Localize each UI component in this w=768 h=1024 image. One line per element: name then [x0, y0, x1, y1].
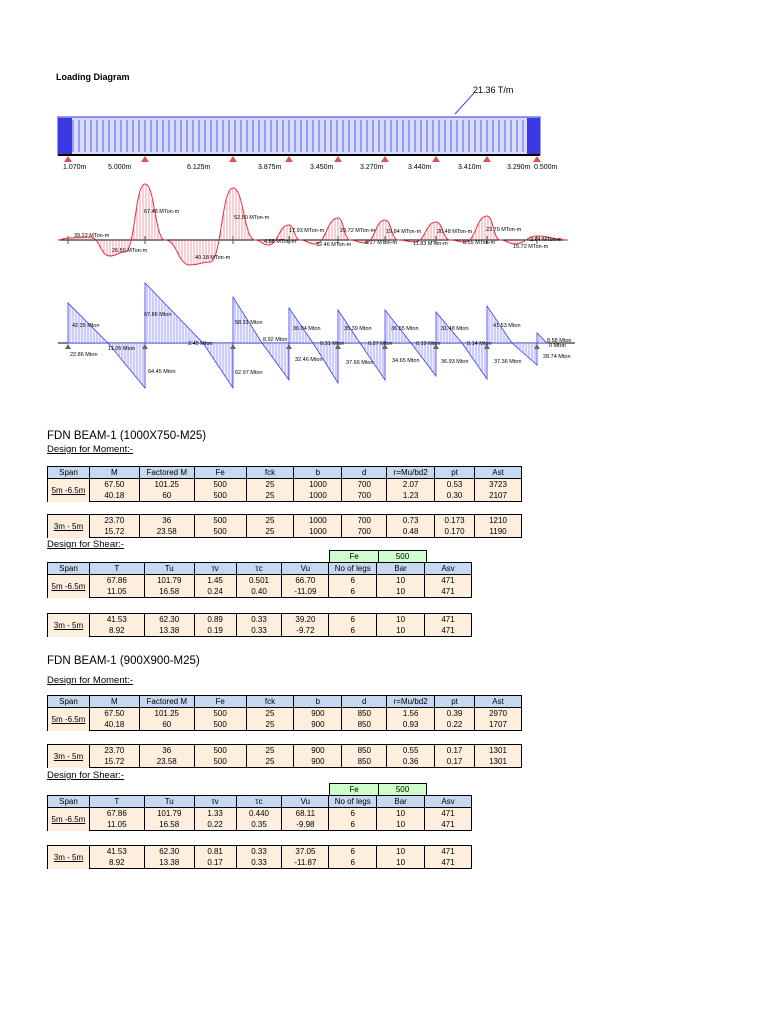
table-cell: 36	[139, 745, 194, 757]
table-cell: 0.73	[387, 515, 435, 527]
table-cell: 25	[246, 719, 294, 731]
col-header: τv	[194, 796, 236, 808]
table-cell: 0.35	[236, 819, 282, 831]
table-cell: 23.70	[89, 515, 139, 527]
table-cell: 500	[194, 490, 246, 502]
table-cell: 2107	[475, 490, 522, 502]
table-cell: 10	[377, 857, 425, 869]
col-header: Factored M	[139, 467, 194, 479]
col-header: No of legs	[329, 796, 377, 808]
table-cell: 13.38	[144, 857, 194, 869]
col-header: τv	[194, 563, 236, 575]
table-cell: 41.53	[89, 614, 144, 626]
fe-label: Fe	[330, 551, 379, 563]
sf-value-label: 22.86 Mton	[70, 352, 98, 358]
table-cell: 11.05	[89, 819, 144, 831]
table-cell: 700	[342, 515, 387, 527]
table-cell: 16.58	[144, 586, 194, 598]
table-cell: 6	[329, 586, 377, 598]
table-cell: 900	[294, 745, 342, 757]
table-cell: 101.79	[144, 808, 194, 820]
table-cell: 23.58	[139, 756, 194, 768]
col-header: pt	[435, 696, 475, 708]
sf-support	[65, 344, 71, 349]
table-cell: 37.05	[282, 846, 329, 858]
span-length-label: 3.875m	[258, 164, 282, 171]
table-cell: 471	[425, 575, 472, 587]
bm-value-label: 2.64 MTon-m	[530, 237, 563, 243]
table-row	[48, 586, 472, 598]
table-row	[48, 575, 472, 587]
table-cell: 500	[194, 479, 246, 491]
load-leader-line	[455, 93, 474, 114]
sf-region	[313, 343, 338, 383]
table-cell: 6	[329, 857, 377, 869]
span-cell: 5m -6.5m	[48, 575, 90, 598]
span-length-label: 3.290m	[507, 164, 531, 171]
table-cell: 0.39	[435, 708, 475, 720]
sf-value-label: 34.65 Mton	[392, 358, 420, 364]
bm-value-label: 8.55 MTon-m	[463, 240, 496, 246]
table-cell: 0.33	[236, 857, 282, 869]
table-cell: 1000	[294, 526, 342, 538]
table-cell: 15.72	[89, 756, 139, 768]
col-header: Span	[48, 796, 90, 808]
table-cell: 1000	[294, 490, 342, 502]
table-cell: 1301	[475, 756, 522, 768]
sf-value-label: 36.55 Mton	[391, 326, 419, 332]
table-cell: -11.09	[282, 586, 329, 598]
table-cell: 0.53	[435, 479, 475, 491]
support-triangle	[483, 156, 491, 162]
sf-region	[203, 343, 233, 388]
table-cell: 10	[377, 846, 425, 858]
table-cell: 10	[377, 614, 425, 626]
table-cell: 25	[246, 515, 294, 527]
table-cell: 0.93	[387, 719, 435, 731]
support-triangle	[432, 156, 440, 162]
table-row	[48, 614, 472, 626]
table-cell: 10	[377, 819, 425, 831]
col-header: No of legs	[329, 563, 377, 575]
table-cell: 700	[342, 490, 387, 502]
bm-value-label: 52.50 MTon-m	[234, 215, 270, 221]
load-block	[58, 117, 540, 155]
table-cell: 0.55	[387, 745, 435, 757]
support-triangle	[381, 156, 389, 162]
span-cell: 3m - 5m	[48, 846, 90, 869]
table-cell: 6	[329, 614, 377, 626]
span-cell: 3m - 5m	[48, 515, 90, 538]
col-header: τc	[236, 563, 282, 575]
table-cell: 500	[194, 719, 246, 731]
bm-value-label: 26.50 MTon-m	[112, 248, 148, 254]
table-cell: 10	[377, 625, 425, 637]
span-cell: 5m -6.5m	[48, 708, 90, 731]
col-header: d	[342, 696, 387, 708]
beam1-moment-heading: Design for Moment:-	[47, 444, 134, 455]
bm-value-label: 20.72 MTon-m	[340, 228, 376, 234]
span-length-label: 3.410m	[458, 164, 482, 171]
col-header: d	[342, 467, 387, 479]
table-header-row	[48, 696, 522, 708]
col-header: fck	[246, 696, 294, 708]
table-cell: 6	[329, 625, 377, 637]
col-header: fck	[246, 467, 294, 479]
col-header: T	[89, 796, 144, 808]
table-cell: 10	[377, 808, 425, 820]
table-row	[48, 846, 472, 858]
sf-value-label: 32.46 Mton	[295, 357, 323, 363]
table-cell: 0.89	[194, 614, 236, 626]
table-cell: 2.07	[387, 479, 435, 491]
col-header: Tu	[144, 796, 194, 808]
bm-value-label: 19.84 MTon-m	[386, 229, 422, 235]
table-cell: 1000	[294, 515, 342, 527]
bm-value-label: 11.83 MTon-m	[413, 241, 448, 247]
table-header-row	[48, 467, 522, 479]
span-length-label: 6.125m	[187, 164, 211, 171]
table-cell: 36	[139, 515, 194, 527]
table-cell: 25	[246, 708, 294, 720]
sf-value-label: 36.04 Mton	[293, 326, 321, 332]
col-header: Tu	[144, 563, 194, 575]
sf-value-label: 41.53 Mton	[493, 323, 521, 329]
table-cell: 850	[342, 756, 387, 768]
table-cell: 0.40	[236, 586, 282, 598]
table-cell: 25	[246, 526, 294, 538]
table-cell: 6	[329, 575, 377, 587]
table-cell: 41.53	[89, 846, 144, 858]
table-cell: 67.86	[89, 808, 144, 820]
table-cell: 1190	[475, 526, 522, 538]
col-header: τc	[236, 796, 282, 808]
table-row	[48, 808, 472, 820]
col-header: Bar	[377, 796, 425, 808]
col-header: Span	[48, 563, 90, 575]
table-cell: 11.05	[89, 586, 144, 598]
col-header: b	[294, 467, 342, 479]
table-row	[48, 756, 522, 768]
table-cell: 40.18	[89, 490, 139, 502]
col-header: Vu	[282, 563, 329, 575]
table-cell: 850	[342, 745, 387, 757]
table-row	[48, 819, 472, 831]
col-header: pt	[435, 467, 475, 479]
col-header: Asv	[425, 563, 472, 575]
table-cell: 6	[329, 846, 377, 858]
beam2-moment-table-2	[47, 744, 522, 768]
table-cell: 16.58	[144, 819, 194, 831]
span-cell: 5m -6.5m	[48, 479, 90, 502]
table-cell: 1301	[475, 745, 522, 757]
load-arrow-cluster	[58, 118, 72, 154]
table-cell: 25	[246, 745, 294, 757]
bm-value-label: 40.18 MTon-m	[195, 255, 231, 261]
sf-value-label: 58.31 Mton	[235, 320, 263, 326]
sf-value-label: 0.31 Mton	[320, 341, 345, 347]
table-cell: 0.36	[387, 756, 435, 768]
sf-value-label: 36.93 Mton	[441, 359, 469, 365]
col-header: Ast	[475, 467, 522, 479]
table-cell: 23.58	[139, 526, 194, 538]
table-cell: 2970	[475, 708, 522, 720]
diagram-title: Loading Diagram	[56, 72, 130, 82]
sf-value-label: 37.66 Mton	[346, 360, 374, 366]
table-cell: 67.86	[89, 575, 144, 587]
sf-value-label: 42.35 Mton	[72, 323, 100, 329]
table-cell: 471	[425, 586, 472, 598]
table-cell: 23.70	[89, 745, 139, 757]
bm-value-label: 39.22 MTon-m	[74, 233, 110, 239]
span-length-label: 5.000m	[108, 164, 132, 171]
support-triangle	[285, 156, 293, 162]
bm-value-label: 32.46 MTon-m	[316, 242, 352, 248]
table-cell: 60	[139, 490, 194, 502]
table-cell: -9.72	[282, 625, 329, 637]
bm-value-label: 4.88 MTon-m	[264, 239, 297, 245]
table-cell: 500	[194, 526, 246, 538]
table-cell: 40.18	[89, 719, 139, 731]
beam2-shear-heading: Design for Shear:-	[47, 770, 125, 781]
table-row	[48, 515, 522, 527]
table-header-row	[48, 563, 472, 575]
table-cell: 62.30	[144, 614, 194, 626]
table-cell: 471	[425, 857, 472, 869]
sf-value-label: 0.27 Mton	[368, 341, 393, 347]
col-header: Span	[48, 467, 90, 479]
sf-value-label: 11.05 Mton	[108, 346, 136, 352]
beam1-title: FDN BEAM-1 (1000X750-M25)	[47, 430, 207, 442]
table-cell: 0.33	[236, 625, 282, 637]
beam1-shear-table-2	[47, 613, 472, 637]
beam2-moment-heading: Design for Moment:-	[47, 675, 134, 686]
col-header: b	[294, 696, 342, 708]
col-header: Ast	[475, 696, 522, 708]
table-cell: 15.72	[89, 526, 139, 538]
support-triangle	[334, 156, 342, 162]
table-cell: 25	[246, 490, 294, 502]
table-cell: 66.70	[282, 575, 329, 587]
table-cell: 1.33	[194, 808, 236, 820]
table-cell: 0.17	[435, 756, 475, 768]
beam2-moment-table	[47, 695, 522, 731]
table-row	[48, 857, 472, 869]
table-cell: 0.17	[194, 857, 236, 869]
table-cell: 0.48	[387, 526, 435, 538]
table-row	[48, 719, 522, 731]
bm-value-label: 8.27 MTon-m	[365, 240, 398, 246]
table-cell: 1.23	[387, 490, 435, 502]
table-cell: 0.22	[435, 719, 475, 731]
table-cell: 25	[246, 756, 294, 768]
table-cell: 471	[425, 614, 472, 626]
fe-value: 500	[379, 784, 427, 796]
table-cell: 700	[342, 479, 387, 491]
table-cell: 8.92	[89, 857, 144, 869]
table-cell: 0.33	[236, 846, 282, 858]
table-cell: 6	[329, 808, 377, 820]
table-cell: 10	[377, 575, 425, 587]
col-header: Span	[48, 696, 90, 708]
bm-value-label: 23.70 MTon-m	[486, 227, 522, 233]
beam1-shear-table	[47, 562, 472, 598]
table-row	[48, 479, 522, 491]
table-cell: 0.81	[194, 846, 236, 858]
table-cell: 850	[342, 708, 387, 720]
table-cell: 1210	[475, 515, 522, 527]
span-length-label: 1.070m	[63, 164, 87, 171]
table-cell: 1.45	[194, 575, 236, 587]
table-cell: 0.19	[194, 625, 236, 637]
beam1-moment-table	[47, 466, 522, 502]
col-header: r=Mu/bd2	[387, 467, 435, 479]
table-cell: 471	[425, 846, 472, 858]
table-row	[48, 526, 522, 538]
sf-value-label: 62.97 Mton	[235, 370, 263, 376]
table-cell: 25	[246, 479, 294, 491]
structural-diagrams	[0, 0, 768, 410]
table-row	[48, 708, 522, 720]
table-header-row	[48, 796, 472, 808]
table-cell: 900	[294, 708, 342, 720]
table-cell: 0.22	[194, 819, 236, 831]
sf-value-label: 64.45 Mton	[148, 369, 176, 375]
sf-value-label: 28.74 Mton	[543, 354, 571, 360]
loading-diagram	[58, 85, 540, 155]
table-cell: 3723	[475, 479, 522, 491]
sf-value-label: 8.92 Mton	[263, 337, 288, 343]
table-cell: 0.33	[236, 614, 282, 626]
beam1-shear-heading: Design for Shear:-	[47, 539, 125, 550]
table-cell: 39.20	[282, 614, 329, 626]
support-triangle	[64, 156, 72, 162]
table-cell: 101.25	[139, 708, 194, 720]
col-header: M	[89, 696, 139, 708]
col-header: T	[89, 563, 144, 575]
table-cell: -9.98	[282, 819, 329, 831]
span-cell: 3m - 5m	[48, 614, 90, 637]
table-row	[48, 745, 522, 757]
col-header: r=Mu/bd2	[387, 696, 435, 708]
col-header: Asv	[425, 796, 472, 808]
sf-value-label: 35.39 Mton	[344, 326, 372, 332]
table-cell: 67.50	[89, 479, 139, 491]
table-cell: 700	[342, 526, 387, 538]
bm-value-label: 67.48 MTon-m	[144, 209, 180, 215]
table-cell: 101.79	[144, 575, 194, 587]
fe-label: Fe	[330, 784, 379, 796]
span-length-label: 0.500m	[534, 164, 558, 171]
fe-value: 500	[379, 551, 427, 563]
beam1-moment-table-2	[47, 514, 522, 538]
support-triangle	[229, 156, 237, 162]
col-header: Fe	[194, 696, 246, 708]
beam2-shear-table-2	[47, 845, 472, 869]
table-cell: 500	[194, 756, 246, 768]
table-cell: 101.25	[139, 479, 194, 491]
beam2-shear-table	[47, 795, 472, 831]
table-cell: 6	[329, 819, 377, 831]
sf-value-label: 0.14 Mton	[467, 341, 492, 347]
table-cell: 0.170	[435, 526, 475, 538]
table-cell: 0.501	[236, 575, 282, 587]
span-length-label: 3.450m	[310, 164, 334, 171]
col-header: M	[89, 467, 139, 479]
table-cell: 8.92	[89, 625, 144, 637]
sf-value-label: 2.45 Mton	[188, 341, 213, 347]
table-cell: -11.87	[282, 857, 329, 869]
bm-value-label: 17.93 MTon-m	[289, 228, 325, 234]
load-arrow-cluster	[527, 118, 540, 154]
table-cell: 850	[342, 719, 387, 731]
table-row	[48, 625, 472, 637]
table-cell: 0.440	[236, 808, 282, 820]
span-cell: 3m - 5m	[48, 745, 90, 768]
table-cell: 0.173	[435, 515, 475, 527]
col-header: Bar	[377, 563, 425, 575]
bm-value-label: 15.72 MTon-m	[513, 244, 549, 250]
load-label: 21.36 T/m	[473, 85, 514, 95]
span-length-label: 3.440m	[408, 164, 432, 171]
table-cell: 67.50	[89, 708, 139, 720]
table-cell: 13.38	[144, 625, 194, 637]
sf-value-label: 31.48 Mton	[441, 326, 469, 332]
bm-value-label: 20.48 MTon-m	[437, 229, 473, 235]
table-cell: 1707	[475, 719, 522, 731]
table-cell: 471	[425, 819, 472, 831]
support-triangle	[533, 156, 541, 162]
table-row	[48, 490, 522, 502]
table-cell: 62.30	[144, 846, 194, 858]
col-header: Fe	[194, 467, 246, 479]
table-cell: 60	[139, 719, 194, 731]
sf-value-label: 8.58 Mton	[547, 338, 572, 344]
col-header: Factored M	[139, 696, 194, 708]
table-cell: 1.56	[387, 708, 435, 720]
table-cell: 471	[425, 808, 472, 820]
table-cell: 500	[194, 745, 246, 757]
table-cell: 471	[425, 625, 472, 637]
sf-value-label: 67.86 Mton	[144, 312, 172, 318]
table-cell: 0.24	[194, 586, 236, 598]
table-cell: 900	[294, 719, 342, 731]
beam2-title: FDN BEAM-1 (900X900-M25)	[47, 655, 200, 667]
span-length-label: 3.270m	[360, 164, 384, 171]
table-cell: 0.30	[435, 490, 475, 502]
table-cell: 500	[194, 515, 246, 527]
table-cell: 900	[294, 756, 342, 768]
table-cell: 1000	[294, 479, 342, 491]
table-cell: 68.11	[282, 808, 329, 820]
support-triangle	[141, 156, 149, 162]
sf-value-label: 0.19 Mton	[416, 341, 441, 347]
table-cell: 500	[194, 708, 246, 720]
sf-value-label: 0 Mton	[549, 343, 566, 349]
table-cell: 0.17	[435, 745, 475, 757]
sf-value-label: 37.36 Mton	[494, 359, 522, 365]
span-cell: 5m -6.5m	[48, 808, 90, 831]
col-header: Vu	[282, 796, 329, 808]
table-cell: 10	[377, 586, 425, 598]
